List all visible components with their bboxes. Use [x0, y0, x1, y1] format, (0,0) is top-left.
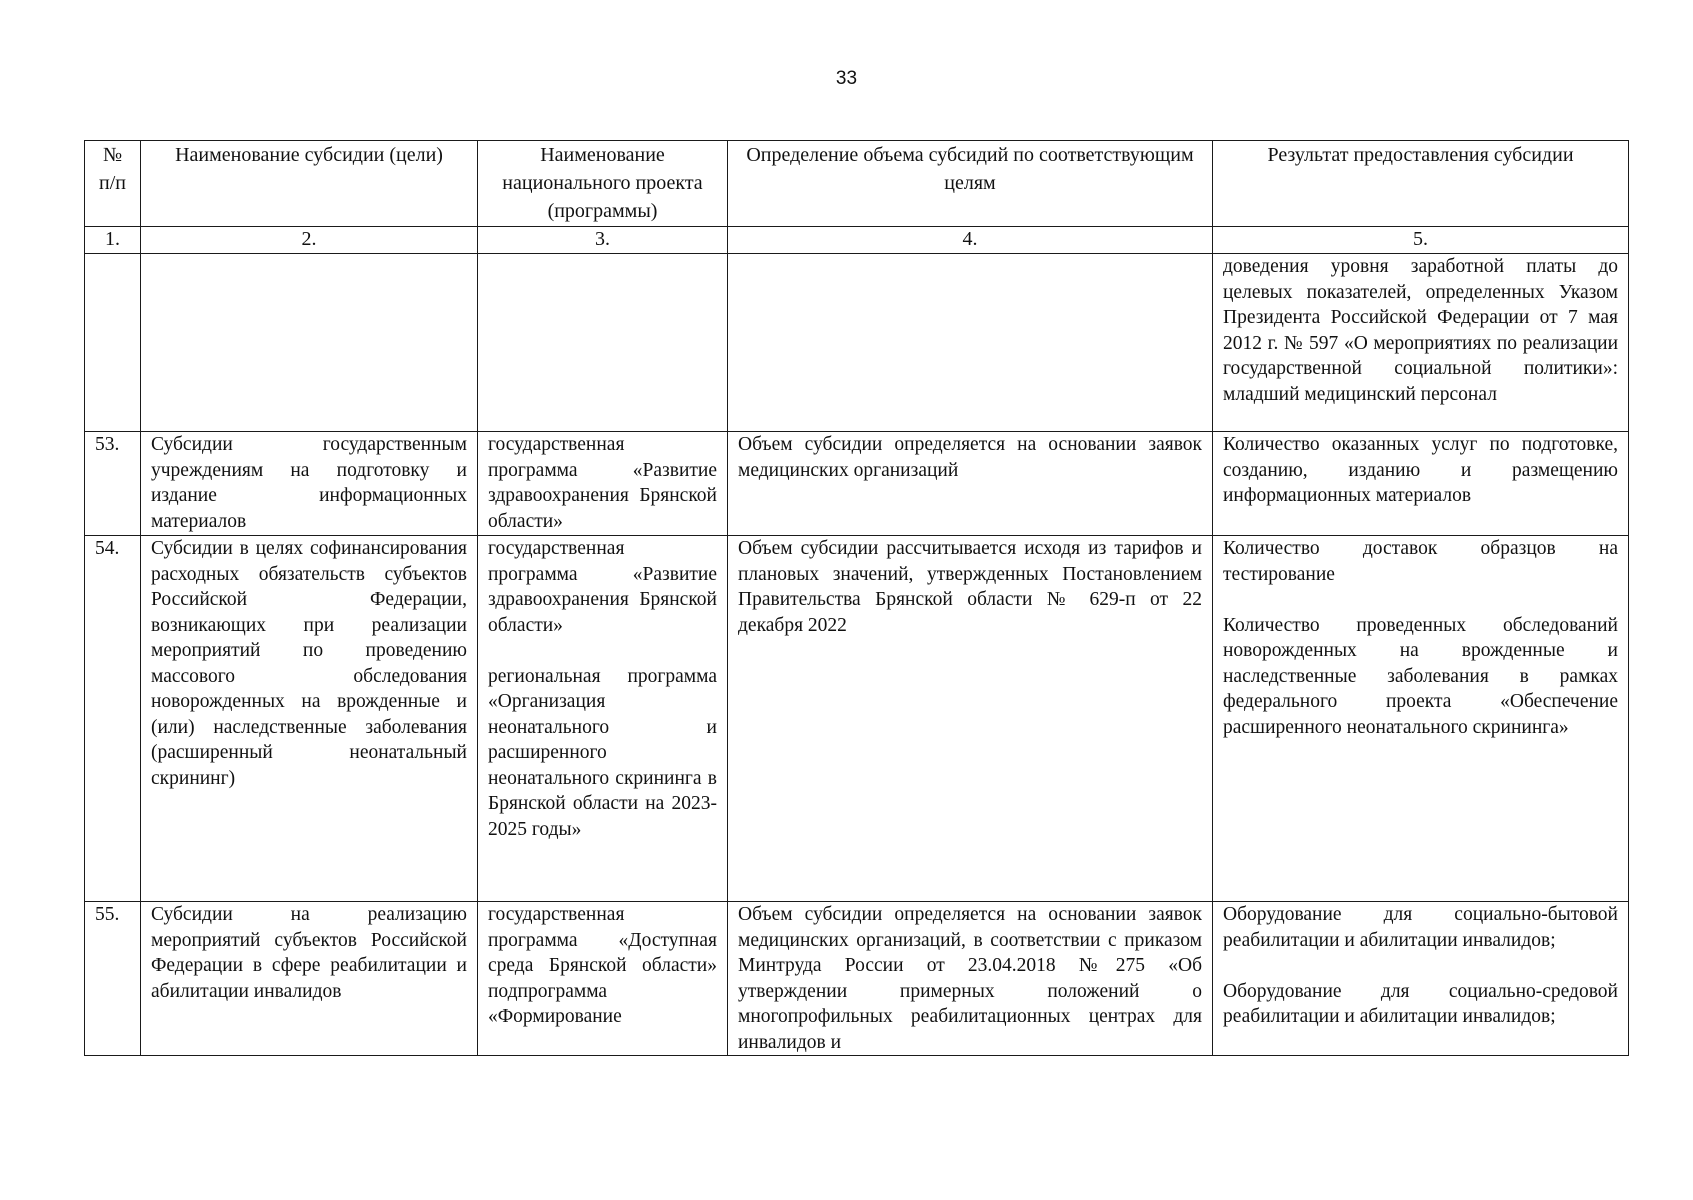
header-num: № п/п — [85, 141, 141, 227]
column-number: 5. — [1213, 227, 1629, 254]
result-paragraph: Количество оказанных услуг по подготовке, созданию, изданию и размещению информационных материалов — [1223, 434, 1618, 506]
subsidy-table — [84, 140, 1629, 1056]
header-result: Результат предоставления субсидии — [1213, 141, 1629, 227]
table-row — [85, 536, 1629, 902]
row-number: 55. — [85, 902, 141, 1056]
result-paragraph: доведения уровня заработной платы до целевых показателей, определенных Указом Президента Российской Федерации от 7 мая 2012 г. № 597 «О мероприятиях по реализации государственной социальной политики»: младший медицинский персонал — [1223, 256, 1618, 405]
column-number: 1. — [85, 227, 141, 254]
header-program: Наименование национального проекта (программы) — [478, 141, 728, 227]
header-volume: Определение объема субсидий по соответствующим целям — [728, 141, 1213, 227]
column-number: 4. — [728, 227, 1213, 254]
column-number: 3. — [478, 227, 728, 254]
program-name — [478, 536, 728, 902]
column-number-row — [85, 227, 1629, 254]
program-paragraph: государственная программа «Развитие здравоохранения Брянской области» — [488, 434, 717, 532]
program-paragraph: государственная программа «Доступная среда Брянской области» подпрограмма «Формирование — [488, 904, 717, 1027]
result-paragraph: Оборудование для социально-средовой реабилитации и абилитации инвалидов; — [1223, 980, 1618, 1027]
page-number: 33 — [835, 68, 858, 89]
table-row — [85, 254, 1629, 432]
volume-definition: Объем субсидии определяется на основании заявок медицинских организаций — [728, 432, 1213, 536]
volume-definition: Объем субсидии рассчитывается исходя из тарифов и плановых значений, утвержденных Постановлением Правительства Брянской области № 629-п от 22 декабря 2022 — [728, 536, 1213, 902]
table-header-row — [85, 141, 1629, 227]
row-number — [85, 254, 141, 432]
subsidy-name: Субсидии в целях софинансирования расходных обязательств субъектов Российской Федерации, возникающих при реализации мероприятий по проведению массового обследования новорожденных на врожденные и (или) наследственные заболевания (расширенный неонатальный скрининг) — [141, 536, 478, 902]
volume-definition: Объем субсидии определяется на основании заявок медицинских организаций, в соответствии с приказом Минтруда России от 23.04.2018 №275 «Об утверждении примерных положений о многопрофильных реабилитационных центрах для инвалидов и — [728, 902, 1213, 1056]
row-number: 54. — [85, 536, 141, 902]
program-name — [478, 254, 728, 432]
result-paragraph: Количество проведенных обследований новорожденных на врожденные и наследственные заболевания в рамках федерального проекта «Обеспечение расширенного неонатального скрининга» — [1223, 614, 1618, 738]
subsidy-result — [1213, 432, 1629, 536]
column-number: 2. — [141, 227, 478, 254]
program-name — [478, 432, 728, 536]
subsidy-name — [141, 254, 478, 432]
subsidy-result — [1213, 254, 1629, 432]
row-number: 53. — [85, 432, 141, 536]
program-name — [478, 902, 728, 1056]
subsidy-result — [1213, 536, 1629, 902]
volume-definition — [728, 254, 1213, 432]
header-name: Наименование субсидии (цели) — [141, 141, 478, 227]
program-paragraph: государственная программа «Развитие здравоохранения Брянской области» — [488, 538, 717, 636]
result-paragraph: Оборудование для социально-бытовой реабилитации и абилитации инвалидов; — [1223, 904, 1618, 951]
result-paragraph: Количество доставок образцов на тестирование — [1223, 538, 1618, 585]
subsidy-result — [1213, 902, 1629, 1056]
table-row — [85, 432, 1629, 536]
table-row — [85, 902, 1629, 1056]
subsidy-name: Субсидии государственным учреждениям на подготовку и издание информационных материалов — [141, 432, 478, 536]
program-paragraph: региональная программа «Организация неонатального и расширенного неонатального скрининга в Брянской области на 2023-2025 годы» — [488, 665, 717, 840]
subsidy-name: Субсидии на реализацию мероприятий субъектов Российской Федерации в сфере реабилитации и абилитации инвалидов — [141, 902, 478, 1056]
